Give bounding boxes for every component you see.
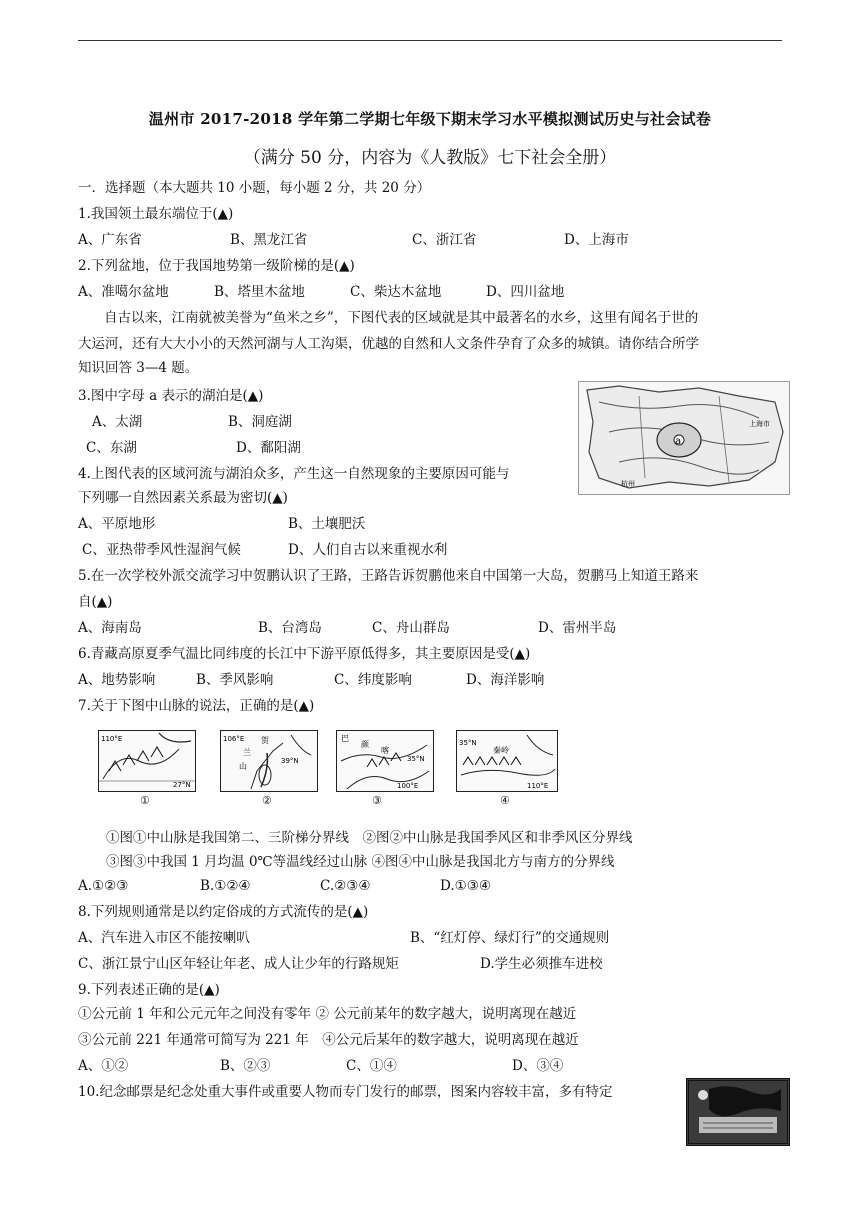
passage-line-1: 自古以来，江南就被美誉为“鱼米之乡”，下图代表的区域就是其中最著名的水乡，这里有闻名于世的: [104, 310, 699, 326]
passage-line-3: 知识回答 3—4 题。: [78, 360, 199, 376]
q7-option-c: C.②③④: [320, 878, 371, 894]
mountain-map-2-drawing: [221, 731, 317, 791]
q8-text: 8.下列规则通常是以约定俗成的方式流传的是(▲): [78, 904, 369, 920]
q9-option-c: C、①④: [346, 1058, 397, 1074]
q5-line-1: 5.在一次学校外派交流学习中贺鹏认识了王路，王路告诉贺鹏他来自中国第一大岛，贺鹏马上知道王路来: [78, 568, 699, 584]
map3-lon: 100°E: [397, 782, 419, 790]
q1-option-c: C、浙江省: [412, 232, 477, 248]
q8-option-c: C、浙江景宁山区年轻让年老、成人让少年的行路规矩: [78, 956, 399, 972]
q3-text: 3.图中字母 a 表示的湖泊是(▲): [78, 388, 264, 404]
q7-option-a: A.①②③: [78, 878, 129, 894]
q6-text: 6.青藏高原夏季气温比同纬度的长江中下游平原低得多，其主要原因是受(▲): [78, 646, 531, 662]
mountain-map-4-drawing: [457, 731, 557, 791]
section-heading: 一．选择题（本大题共 10 小题，每小题 2 分，共 20 分）: [78, 180, 431, 196]
q1-text: 1.我国领土最东端位于(▲): [78, 206, 234, 222]
top-rule: [78, 40, 782, 41]
q4-option-c: C、亚热带季风性湿润气候: [82, 542, 241, 558]
mountain-map-3-drawing: [337, 731, 433, 791]
q9-text: 9.下列表述正确的是(▲): [78, 982, 220, 998]
q9-statement-1: ①公元前 1 年和公元元年之间没有零年 ② 公元前某年的数字越大，说明离现在越近: [78, 1006, 577, 1022]
q7-option-b: B.①②④: [200, 878, 251, 894]
exam-subtitle: （满分 50 分，内容为《人教版》七下社会全册）: [243, 148, 617, 168]
q4-option-d: D、人们自古以来重视水利: [288, 542, 448, 558]
exam-title: 温州市 2017-2018 学年第二学期七年级下期末学习水平模拟测试历史与社会试卷: [148, 110, 712, 128]
q4-line-1: 4.上图代表的区域河流与湖泊众多，产生这一自然现象的主要原因可能与: [78, 466, 510, 482]
map-label-hangzhou: 杭州: [621, 480, 635, 488]
mountain-map-3: [336, 730, 434, 792]
passage-line-2: 大运河，还有大大小小的天然河湖与人工沟渠，优越的自然和人文条件孕育了众多的城镇。请你结合所学: [78, 336, 699, 352]
map3-label-3: 喀: [381, 746, 389, 755]
q4-option-b: B、土壤肥沃: [288, 516, 366, 532]
q2-option-c: C、柴达木盆地: [350, 284, 442, 300]
stamp-drawing: [689, 1081, 787, 1143]
q2-option-b: B、塔里木盆地: [214, 284, 305, 300]
q2-option-d: D、四川盆地: [486, 284, 565, 300]
map2-label-3: 山: [239, 762, 247, 771]
q9-option-b: B、②③: [220, 1058, 271, 1074]
map4-label-1: 秦岭: [493, 746, 509, 755]
commemorative-stamp: [686, 1078, 790, 1146]
q8-option-a: A、汽车进入市区不能按喇叭: [78, 930, 250, 946]
q2-option-a: A、准噶尔盆地: [78, 284, 169, 300]
q7-text: 7.关于下图中山脉的说法，正确的是(▲): [78, 698, 315, 714]
q6-option-c: C、纬度影响: [334, 672, 412, 688]
q10-text: 10.纪念邮票是纪念处重大事件或重要人物而专门发行的邮票，图案内容较丰富，多有特定: [78, 1084, 613, 1100]
q3-option-d: D、鄱阳湖: [236, 440, 301, 456]
map4-lon: 110°E: [527, 782, 549, 790]
map-label-a: a: [675, 436, 682, 447]
q3-option-a: A、太湖: [92, 414, 143, 430]
q4-option-a: A、平原地形: [78, 516, 156, 532]
q7-statement-2: ③图③中我国 1 月均温 0℃等温线经过山脉 ④图④中山脉是我国北方与南方的分界线: [106, 854, 615, 870]
q9-statement-2: ③公元前 221 年通常可简写为 221 年 ④公元后某年的数字越大，说明离现在越近: [78, 1032, 579, 1048]
q5-option-d: D、雷州半岛: [538, 620, 617, 636]
map2-caption: ②: [262, 794, 272, 807]
map1-lat: 27°N: [173, 781, 191, 789]
map1-caption: ①: [140, 794, 150, 807]
q9-option-d: D、③④: [512, 1058, 564, 1074]
jiangnan-map-drawing: [579, 382, 789, 494]
q6-option-b: B、季风影响: [196, 672, 274, 688]
map-label-shanghai: 上海市: [749, 420, 770, 428]
map3-lat: 35°N: [407, 755, 425, 763]
q3-option-b: B、洞庭湖: [228, 414, 292, 430]
q1-option-a: A、广东省: [78, 232, 142, 248]
q1-option-d: D、上海市: [564, 232, 629, 248]
q8-option-b: B、“红灯停、绿灯行”的交通规则: [410, 930, 610, 946]
mountain-map-1-drawing: [99, 731, 195, 791]
map2-lon: 106°E: [223, 735, 245, 743]
q3-option-c: C、东湖: [86, 440, 137, 456]
q5-option-b: B、台湾岛: [258, 620, 322, 636]
map2-lat: 39°N: [281, 757, 299, 765]
map3-label-2: 颜: [361, 740, 369, 749]
q2-text: 2.下列盆地，位于我国地势第一级阶梯的是(▲): [78, 258, 355, 274]
q5-line-2: 自(▲): [78, 594, 113, 610]
q7-option-d: D.①③④: [440, 878, 491, 894]
mountain-map-2: [220, 730, 318, 792]
q6-option-a: A、地势影响: [78, 672, 156, 688]
map2-label-1: 贺: [261, 736, 269, 745]
mountain-map-4: [456, 730, 558, 792]
q5-option-c: C、舟山群岛: [372, 620, 450, 636]
q9-option-a: A、①②: [78, 1058, 129, 1074]
q6-option-d: D、海洋影响: [466, 672, 545, 688]
q1-option-b: B、黑龙江省: [230, 232, 308, 248]
mountain-map-1: [98, 730, 196, 792]
map3-caption: ③: [372, 794, 382, 807]
jiangnan-map: [578, 381, 790, 495]
q4-line-2: 下列哪一自然因素关系最为密切(▲): [78, 490, 288, 506]
map4-caption: ④: [500, 794, 510, 807]
map3-label-1: 巴: [341, 734, 349, 743]
map2-label-2: 兰: [243, 748, 251, 757]
q5-option-a: A、海南岛: [78, 620, 142, 636]
map1-lon: 110°E: [101, 735, 123, 743]
q8-option-d: D.学生必须推车进校: [480, 956, 603, 972]
q7-statement-1: ①图①中山脉是我国第二、三阶梯分界线 ②图②中山脉是我国季风区和非季风区分界线: [106, 830, 633, 846]
map4-lat: 35°N: [459, 739, 477, 747]
